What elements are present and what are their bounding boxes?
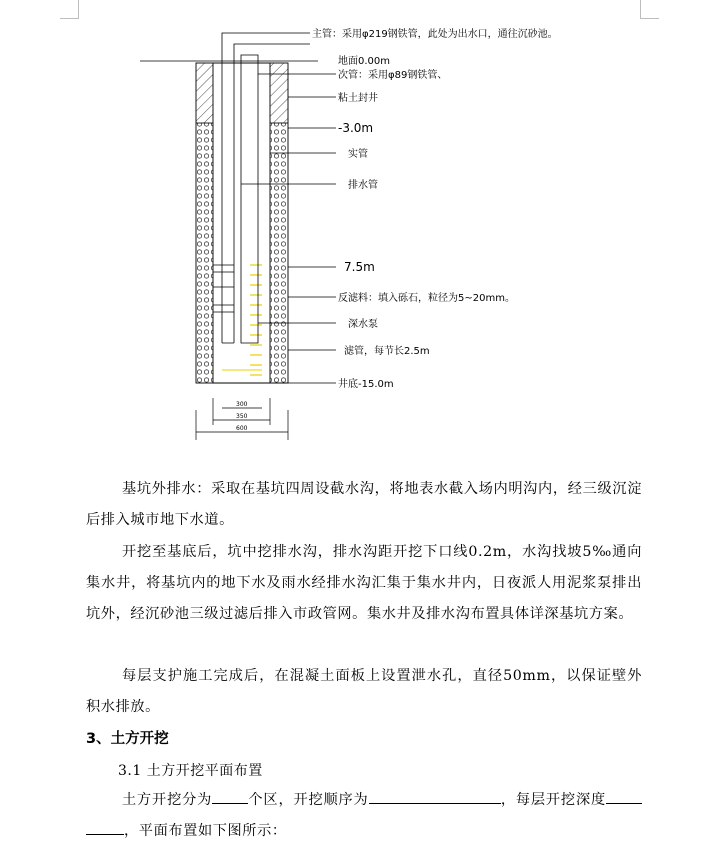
filter-gravel-left (196, 123, 213, 383)
label-clay-seal: 粘土封井 (338, 93, 378, 104)
label-ground: 地面0.00m (338, 56, 391, 67)
paragraph-weep-holes: 每层支护施工完成后，在混凝土面板上设置泄水孔，直径50mm，以保证壁外积水排放。 (86, 668, 642, 715)
filter-pipe-joints (213, 265, 234, 312)
main-pipe (222, 33, 310, 343)
section-heading: 3、土方开挖 (86, 731, 169, 747)
label-deep-pump: 深水泵 (348, 319, 378, 330)
fill-text-1: 土方开挖分为 (122, 792, 213, 808)
fill-text-4: ，平面布置如下图所示： (124, 823, 287, 839)
clay-seal-right (270, 63, 288, 123)
label-depth-7-5: 7.5m (344, 260, 375, 274)
leader-lines (241, 74, 336, 383)
filter-gravel-right (270, 123, 288, 383)
subsection-heading: 3.1 土方开挖平面布置 (118, 763, 263, 779)
dim-300: 300 (236, 401, 248, 408)
blank-layer-depth-a[interactable] (606, 789, 642, 804)
label-filter-pipe: 滤管，每节长2.5m (344, 346, 430, 357)
label-solid-pipe: 实管 (348, 149, 368, 160)
fill-sentence (86, 785, 642, 847)
label-filter: 反滤料：填入砾石，粒径为5~20mm。 (338, 293, 515, 304)
blank-excavation-order[interactable] (369, 789, 501, 804)
blank-layer-depth-b[interactable] (86, 820, 124, 835)
blank-zone-count[interactable] (212, 789, 248, 804)
label-main-pipe: 主管：采用φ219钢铁管，此处为出水口，通往沉砂池。 (312, 29, 558, 40)
filter-pipe-slots (222, 265, 262, 375)
label-drain-pipe: 排水管 (348, 180, 378, 191)
secondary-pipe (241, 55, 258, 343)
paragraph-outer-drainage: 基坑外排水：采取在基坑四周设截水沟，将地表水截入场内明沟内，经三级沉淀后排入城市地下水道。 (86, 481, 642, 528)
label-well-bottom: 井底-15.0m (338, 379, 394, 390)
paragraph-pit-drainage: 开挖至基底后，坑中挖排水沟，排水沟距开挖下口线0.2m，水沟找坡5‰通向集水井，将基坑内的地下水及雨水经排水沟汇集于集水井内，日夜派人用泥浆泵排出坑外，经沉砂池三级过滤后排入市政管网。集水井及排水沟布置具体详深基坑方案。 (86, 544, 642, 622)
fill-text-2: 个区，开挖顺序为 (248, 792, 369, 808)
dim-600: 600 (236, 425, 248, 432)
dim-350: 350 (236, 413, 248, 420)
label-depth-3: -3.0m (338, 121, 374, 135)
label-secondary-pipe: 次管：采用φ89钢铁管、 (338, 70, 448, 81)
fill-text-3: ，每层开挖深度 (500, 792, 606, 808)
clay-seal-left (196, 63, 213, 123)
